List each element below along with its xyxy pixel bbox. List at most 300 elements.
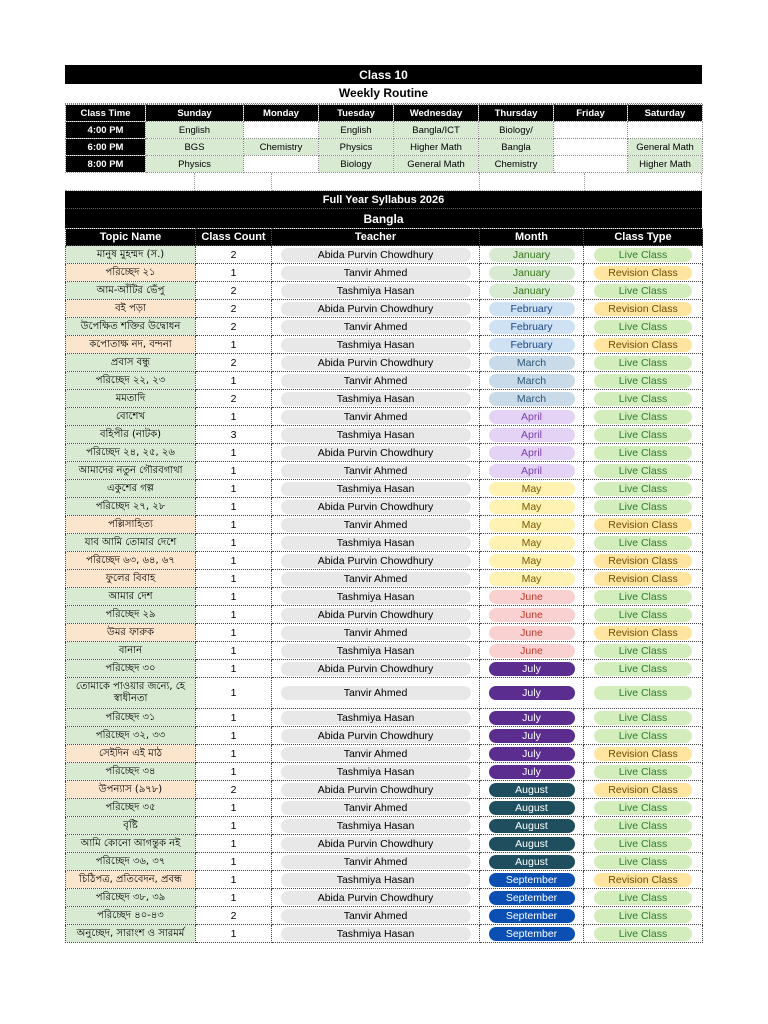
class-type-chip[interactable]: Live Class — [594, 482, 692, 496]
class-type-cell — [584, 516, 703, 534]
class-type-chip[interactable]: Live Class — [594, 608, 692, 622]
month-chip[interactable]: August — [489, 801, 575, 815]
class-count: 1 — [196, 817, 272, 835]
class-type-chip[interactable]: Live Class — [594, 410, 692, 424]
topic-name: পরিচ্ছেদ ২১ — [66, 264, 196, 282]
month-chip[interactable]: February — [489, 302, 575, 316]
routine-cell — [554, 122, 628, 139]
syllabus-title: Full Year Syllabus 2026 — [65, 191, 702, 208]
teacher-chip[interactable]: Abida Purvin Chowdhury — [281, 608, 471, 622]
syllabus-row — [66, 336, 703, 354]
class-type-chip[interactable]: Live Class — [594, 248, 692, 262]
teacher-chip[interactable]: Abida Purvin Chowdhury — [281, 500, 471, 514]
routine-time: 6:00 PM — [66, 139, 146, 156]
class-count: 1 — [196, 624, 272, 642]
teacher-cell — [272, 408, 480, 426]
teacher-chip[interactable]: Tanvir Ahmed — [281, 320, 471, 334]
class-count: 2 — [196, 390, 272, 408]
class-count: 1 — [196, 763, 272, 781]
teacher-cell — [272, 282, 480, 300]
routine-cell — [244, 156, 319, 173]
routine-col-header: Sunday — [146, 105, 244, 122]
routine-col-header: Class Time — [66, 105, 146, 122]
class-count: 1 — [196, 925, 272, 943]
teacher-cell — [272, 498, 480, 516]
class-type-chip[interactable]: Revision Class — [594, 338, 692, 352]
class-count: 1 — [196, 660, 272, 678]
class-type-chip[interactable]: Live Class — [594, 500, 692, 514]
class-count: 1 — [196, 516, 272, 534]
class-type-chip[interactable]: Revision Class — [594, 554, 692, 568]
syllabus-row — [66, 408, 703, 426]
teacher-cell — [272, 727, 480, 745]
teacher-cell — [272, 925, 480, 943]
class-type-chip[interactable]: Live Class — [594, 428, 692, 442]
routine-cell — [554, 139, 628, 156]
month-chip[interactable]: May — [489, 572, 575, 586]
class-type-cell — [584, 336, 703, 354]
teacher-cell — [272, 570, 480, 588]
syllabus-row — [66, 678, 703, 709]
class-type-cell — [584, 282, 703, 300]
month-cell — [480, 709, 584, 727]
teacher-chip[interactable]: Tanvir Ahmed — [281, 626, 471, 640]
topic-name: আমাদের নতুন গৌরবগাথা — [66, 462, 196, 480]
class-type-chip[interactable]: Live Class — [594, 819, 692, 833]
class-type-cell — [584, 426, 703, 444]
teacher-chip[interactable]: Abida Purvin Chowdhury — [281, 783, 471, 797]
month-chip[interactable]: September — [489, 891, 575, 905]
teacher-cell — [272, 835, 480, 853]
teacher-chip[interactable]: Tashmiya Hasan — [281, 590, 471, 604]
month-chip[interactable]: March — [489, 392, 575, 406]
teacher-cell — [272, 642, 480, 660]
month-cell — [480, 925, 584, 943]
syllabus-row — [66, 709, 703, 727]
class-type-chip[interactable]: Live Class — [594, 927, 692, 941]
teacher-chip[interactable]: Tashmiya Hasan — [281, 711, 471, 725]
month-chip[interactable]: January — [489, 248, 575, 262]
month-chip[interactable]: May — [489, 500, 575, 514]
class-type-chip[interactable]: Live Class — [594, 392, 692, 406]
topic-name: পরিচ্ছেদ ২৭, ২৮ — [66, 498, 196, 516]
class-type-chip[interactable]: Live Class — [594, 536, 692, 550]
subject-title: Bangla — [65, 208, 702, 228]
syllabus-row — [66, 426, 703, 444]
class-type-cell — [584, 799, 703, 817]
class-count: 1 — [196, 835, 272, 853]
topic-name: পরিচ্ছেদ ৩৮, ৩৯ — [66, 889, 196, 907]
teacher-cell — [272, 709, 480, 727]
syllabus-row — [66, 588, 703, 606]
routine-cell: Chemistry — [244, 139, 319, 156]
month-chip[interactable]: September — [489, 909, 575, 923]
routine-col-header: Wednesday — [394, 105, 479, 122]
class-type-cell — [584, 709, 703, 727]
topic-name: বই পড়া — [66, 300, 196, 318]
class-type-chip[interactable]: Revision Class — [594, 747, 692, 761]
month-cell — [480, 300, 584, 318]
teacher-chip[interactable]: Abida Purvin Chowdhury — [281, 729, 471, 743]
month-cell — [480, 372, 584, 390]
month-chip[interactable]: January — [489, 266, 575, 280]
routine-cell: BGS — [146, 139, 244, 156]
month-chip[interactable]: June — [489, 608, 575, 622]
month-chip[interactable]: July — [489, 729, 575, 743]
teacher-chip[interactable]: Tanvir Ahmed — [281, 518, 471, 532]
class-count: 1 — [196, 372, 272, 390]
syllabus-col-header: Teacher — [272, 229, 480, 246]
month-chip[interactable]: June — [489, 590, 575, 604]
class-type-chip[interactable]: Live Class — [594, 446, 692, 460]
teacher-cell — [272, 444, 480, 462]
teacher-chip[interactable]: Tashmiya Hasan — [281, 873, 471, 887]
class-type-chip[interactable]: Live Class — [594, 855, 692, 869]
class-type-chip[interactable]: Live Class — [594, 711, 692, 725]
teacher-chip[interactable]: Tanvir Ahmed — [281, 855, 471, 869]
routine-cell: Higher Math — [394, 139, 479, 156]
teacher-chip[interactable]: Abida Purvin Chowdhury — [281, 554, 471, 568]
teacher-chip[interactable]: Tanvir Ahmed — [281, 374, 471, 388]
syllabus-row — [66, 799, 703, 817]
month-chip[interactable]: February — [489, 320, 575, 334]
month-chip[interactable]: July — [489, 765, 575, 779]
class-type-chip[interactable]: Live Class — [594, 284, 692, 298]
month-chip[interactable]: April — [489, 428, 575, 442]
teacher-chip[interactable]: Tashmiya Hasan — [281, 482, 471, 496]
teacher-chip[interactable]: Tashmiya Hasan — [281, 284, 471, 298]
month-chip[interactable]: September — [489, 927, 575, 941]
class-count: 1 — [196, 709, 272, 727]
teacher-chip[interactable]: Tashmiya Hasan — [281, 536, 471, 550]
class-type-cell — [584, 907, 703, 925]
month-chip[interactable]: May — [489, 518, 575, 532]
teacher-cell — [272, 552, 480, 570]
teacher-chip[interactable]: Tashmiya Hasan — [281, 644, 471, 658]
teacher-cell — [272, 336, 480, 354]
class-count: 2 — [196, 246, 272, 264]
class-type-cell — [584, 534, 703, 552]
syllabus-row — [66, 606, 703, 624]
class-type-chip[interactable]: Live Class — [594, 662, 692, 676]
topic-name: পরিচ্ছেদ ৩৬, ৩৭ — [66, 853, 196, 871]
syllabus-row — [66, 462, 703, 480]
month-chip[interactable]: April — [489, 464, 575, 478]
teacher-chip[interactable]: Tashmiya Hasan — [281, 392, 471, 406]
month-chip[interactable]: May — [489, 482, 575, 496]
routine-col-header: Thursday — [479, 105, 554, 122]
teacher-chip[interactable]: Tanvir Ahmed — [281, 266, 471, 280]
teacher-cell — [272, 300, 480, 318]
class-type-cell — [584, 372, 703, 390]
routine-time: 8:00 PM — [66, 156, 146, 173]
class-count: 1 — [196, 727, 272, 745]
class-type-cell — [584, 588, 703, 606]
topic-name: পরিচ্ছেদ ৩৪ — [66, 763, 196, 781]
class-type-cell — [584, 781, 703, 799]
month-chip[interactable]: August — [489, 819, 575, 833]
syllabus-row — [66, 516, 703, 534]
routine-cell: Bangla — [479, 139, 554, 156]
topic-name: উমর ফারুক — [66, 624, 196, 642]
month-cell — [480, 745, 584, 763]
class-count: 1 — [196, 889, 272, 907]
topic-name: তোমাকে পাওয়ার জন্যে, হে স্বাধীনতা — [66, 678, 196, 709]
class-count: 1 — [196, 552, 272, 570]
syllabus-row — [66, 300, 703, 318]
topic-name: মানুষ মুহম্মদ (স.) — [66, 246, 196, 264]
syllabus-row — [66, 282, 703, 300]
syllabus-row — [66, 835, 703, 853]
class-count: 2 — [196, 318, 272, 336]
syllabus-row — [66, 925, 703, 943]
topic-name: পরিচ্ছেদ ২২, ২৩ — [66, 372, 196, 390]
class-type-chip[interactable]: Live Class — [594, 320, 692, 334]
topic-name: অনুচ্ছেদ, সারাংশ ও সারমর্ম — [66, 925, 196, 943]
class-type-cell — [584, 354, 703, 372]
teacher-chip[interactable]: Abida Purvin Chowdhury — [281, 662, 471, 676]
teacher-chip[interactable]: Tanvir Ahmed — [281, 572, 471, 586]
class-type-chip[interactable]: Live Class — [594, 837, 692, 851]
routine-cell: English — [319, 122, 394, 139]
class-type-chip[interactable]: Live Class — [594, 374, 692, 388]
routine-cell: Biology — [319, 156, 394, 173]
teacher-chip[interactable]: Abida Purvin Chowdhury — [281, 891, 471, 905]
topic-name: পরিচ্ছেদ ২৯ — [66, 606, 196, 624]
class-count: 1 — [196, 678, 272, 709]
syllabus-row — [66, 871, 703, 889]
topic-name: প্রবাস বন্ধু — [66, 354, 196, 372]
month-chip[interactable]: June — [489, 626, 575, 640]
class-count: 1 — [196, 853, 272, 871]
teacher-cell — [272, 606, 480, 624]
teacher-chip[interactable]: Tashmiya Hasan — [281, 927, 471, 941]
month-chip[interactable]: August — [489, 837, 575, 851]
teacher-cell — [272, 781, 480, 799]
class-type-cell — [584, 678, 703, 709]
month-cell — [480, 889, 584, 907]
topic-name: পরিচ্ছেদ ২৪, ২৫, ২৬ — [66, 444, 196, 462]
topic-name: চিঠিপত্র, প্রতিবেদন, প্রবন্ধ — [66, 871, 196, 889]
month-chip[interactable]: June — [489, 644, 575, 658]
teacher-cell — [272, 264, 480, 282]
month-cell — [480, 678, 584, 709]
syllabus-row — [66, 264, 703, 282]
routine-cell: Physics — [146, 156, 244, 173]
teacher-chip[interactable]: Tanvir Ahmed — [281, 747, 471, 761]
month-chip[interactable]: August — [489, 783, 575, 797]
syllabus-row — [66, 817, 703, 835]
teacher-chip[interactable]: Tashmiya Hasan — [281, 765, 471, 779]
class-type-chip[interactable]: Revision Class — [594, 873, 692, 887]
class-type-cell — [584, 552, 703, 570]
syllabus-row — [66, 745, 703, 763]
syllabus-row — [66, 660, 703, 678]
class-type-chip[interactable]: Revision Class — [594, 302, 692, 316]
month-chip[interactable]: March — [489, 356, 575, 370]
teacher-chip[interactable]: Tashmiya Hasan — [281, 428, 471, 442]
month-cell — [480, 871, 584, 889]
topic-name: বহিপীর (নাটক) — [66, 426, 196, 444]
month-cell — [480, 246, 584, 264]
topic-name: একুশের গল্প — [66, 480, 196, 498]
class-type-chip[interactable]: Live Class — [594, 686, 692, 700]
topic-name: পরিচ্ছেদ ৪০-৪৩ — [66, 907, 196, 925]
teacher-chip[interactable]: Tanvir Ahmed — [281, 464, 471, 478]
blank-row — [65, 173, 702, 191]
month-chip[interactable]: September — [489, 873, 575, 887]
month-cell — [480, 516, 584, 534]
month-chip[interactable]: August — [489, 855, 575, 869]
syllabus-row — [66, 624, 703, 642]
month-cell — [480, 426, 584, 444]
syllabus-row — [66, 444, 703, 462]
class-type-chip[interactable]: Live Class — [594, 891, 692, 905]
teacher-cell — [272, 889, 480, 907]
class-type-chip[interactable]: Revision Class — [594, 518, 692, 532]
class-type-chip[interactable]: Live Class — [594, 644, 692, 658]
month-cell — [480, 660, 584, 678]
month-cell — [480, 408, 584, 426]
class-type-cell — [584, 889, 703, 907]
month-chip[interactable]: April — [489, 410, 575, 424]
class-type-cell — [584, 570, 703, 588]
month-cell — [480, 264, 584, 282]
class-type-chip[interactable]: Revision Class — [594, 626, 692, 640]
teacher-chip[interactable]: Tashmiya Hasan — [281, 819, 471, 833]
class-count: 1 — [196, 745, 272, 763]
teacher-cell — [272, 462, 480, 480]
class-count: 1 — [196, 462, 272, 480]
routine-title: Weekly Routine — [65, 84, 702, 104]
month-chip[interactable]: April — [489, 446, 575, 460]
class-type-chip[interactable]: Live Class — [594, 909, 692, 923]
syllabus-row — [66, 642, 703, 660]
month-cell — [480, 835, 584, 853]
class-type-chip[interactable]: Revision Class — [594, 266, 692, 280]
routine-cell: Chemistry — [479, 156, 554, 173]
month-cell — [480, 763, 584, 781]
teacher-cell — [272, 763, 480, 781]
topic-name: উপন্যাস (৯৭৮) — [66, 781, 196, 799]
routine-cell: Higher Math — [628, 156, 703, 173]
class-type-cell — [584, 853, 703, 871]
syllabus-row — [66, 390, 703, 408]
syllabus-row — [66, 354, 703, 372]
teacher-cell — [272, 660, 480, 678]
month-cell — [480, 570, 584, 588]
month-cell — [480, 534, 584, 552]
class-count: 1 — [196, 480, 272, 498]
month-cell — [480, 727, 584, 745]
month-cell — [480, 606, 584, 624]
class-type-cell — [584, 624, 703, 642]
month-cell — [480, 552, 584, 570]
class-type-chip[interactable]: Live Class — [594, 801, 692, 815]
syllabus-row — [66, 318, 703, 336]
month-chip[interactable]: March — [489, 374, 575, 388]
month-chip[interactable]: July — [489, 711, 575, 725]
topic-name: পরিচ্ছেদ ৩১ — [66, 709, 196, 727]
routine-col-header: Friday — [554, 105, 628, 122]
teacher-chip[interactable]: Abida Purvin Chowdhury — [281, 356, 471, 370]
syllabus-row — [66, 763, 703, 781]
teacher-chip[interactable]: Tashmiya Hasan — [281, 338, 471, 352]
routine-row — [66, 122, 703, 139]
teacher-cell — [272, 817, 480, 835]
month-cell — [480, 318, 584, 336]
syllabus-row — [66, 246, 703, 264]
class-title: Class 10 — [65, 65, 702, 84]
month-cell — [480, 799, 584, 817]
class-type-cell — [584, 817, 703, 835]
class-type-chip[interactable]: Live Class — [594, 590, 692, 604]
teacher-cell — [272, 246, 480, 264]
teacher-chip[interactable]: Abida Purvin Chowdhury — [281, 248, 471, 262]
class-type-cell — [584, 300, 703, 318]
class-type-chip[interactable]: Live Class — [594, 729, 692, 743]
teacher-chip[interactable]: Tanvir Ahmed — [281, 410, 471, 424]
teacher-cell — [272, 799, 480, 817]
syllabus-row — [66, 727, 703, 745]
month-chip[interactable]: July — [489, 686, 575, 700]
teacher-cell — [272, 354, 480, 372]
topic-name: আমার দেশ — [66, 588, 196, 606]
class-type-cell — [584, 390, 703, 408]
teacher-chip[interactable]: Abida Purvin Chowdhury — [281, 446, 471, 460]
topic-name: আম-আঁটির ভেঁপু — [66, 282, 196, 300]
teacher-chip[interactable]: Tanvir Ahmed — [281, 909, 471, 923]
month-chip[interactable]: May — [489, 536, 575, 550]
class-type-chip[interactable]: Revision Class — [594, 572, 692, 586]
class-type-cell — [584, 763, 703, 781]
syllabus-row — [66, 889, 703, 907]
teacher-chip[interactable]: Tanvir Ahmed — [281, 801, 471, 815]
class-count: 2 — [196, 300, 272, 318]
class-type-chip[interactable]: Revision Class — [594, 783, 692, 797]
class-type-chip[interactable]: Live Class — [594, 464, 692, 478]
class-type-chip[interactable]: Live Class — [594, 356, 692, 370]
teacher-cell — [272, 588, 480, 606]
class-count: 1 — [196, 498, 272, 516]
teacher-chip[interactable]: Tanvir Ahmed — [281, 686, 471, 700]
month-chip[interactable]: January — [489, 284, 575, 298]
month-chip[interactable]: February — [489, 338, 575, 352]
syllabus-row — [66, 552, 703, 570]
topic-name: উপেক্ষিত শক্তির উদ্বোধন — [66, 318, 196, 336]
teacher-cell — [272, 678, 480, 709]
month-chip[interactable]: July — [489, 747, 575, 761]
routine-cell — [244, 122, 319, 139]
topic-name: আমি কোনো আগন্তুক নই — [66, 835, 196, 853]
class-type-cell — [584, 246, 703, 264]
syllabus-table — [65, 228, 703, 943]
month-chip[interactable]: July — [489, 662, 575, 676]
class-type-chip[interactable]: Live Class — [594, 765, 692, 779]
class-type-cell — [584, 318, 703, 336]
class-count: 1 — [196, 408, 272, 426]
topic-name: পরিচ্ছেদ ৩৫ — [66, 799, 196, 817]
syllabus-row — [66, 480, 703, 498]
class-type-cell — [584, 642, 703, 660]
month-chip[interactable]: May — [489, 554, 575, 568]
teacher-chip[interactable]: Abida Purvin Chowdhury — [281, 302, 471, 316]
month-cell — [480, 498, 584, 516]
teacher-cell — [272, 426, 480, 444]
syllabus-row — [66, 907, 703, 925]
syllabus-row — [66, 372, 703, 390]
teacher-chip[interactable]: Abida Purvin Chowdhury — [281, 837, 471, 851]
